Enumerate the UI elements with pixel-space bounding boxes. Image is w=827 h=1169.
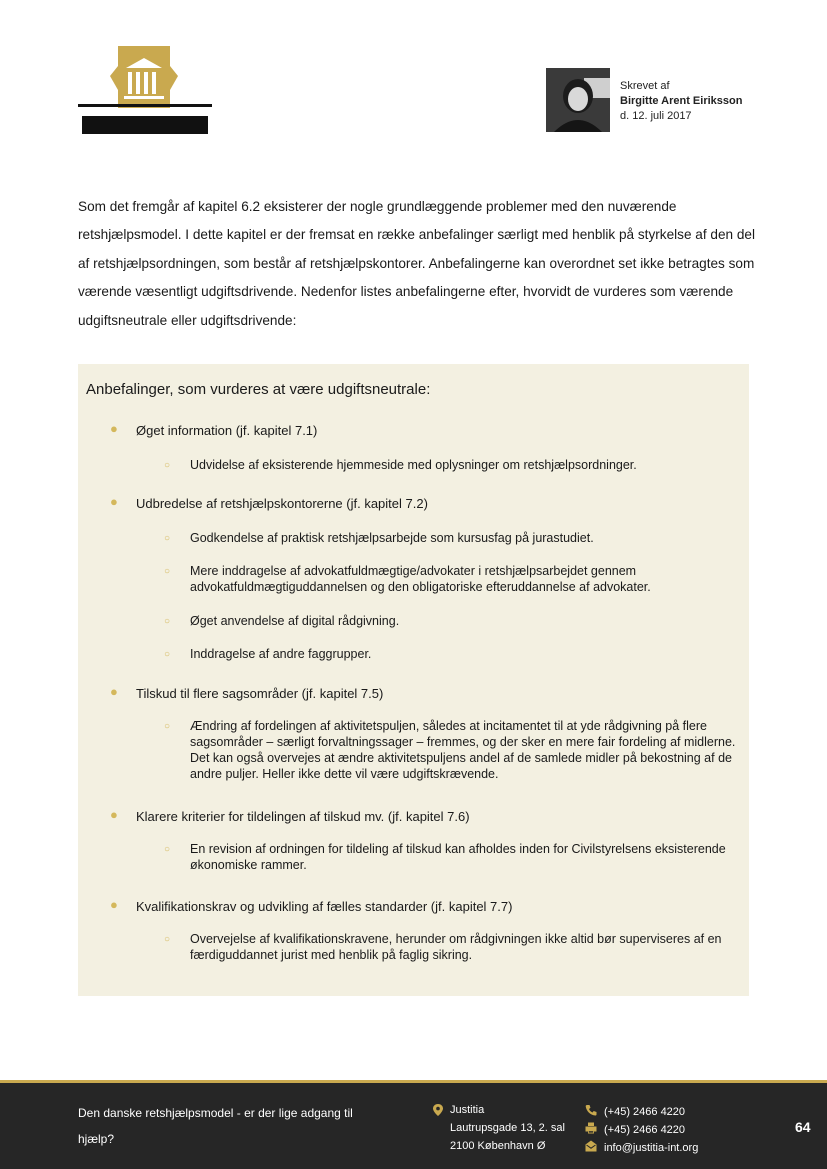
phone-icon: [585, 1104, 597, 1116]
footer-email: info@justitia-int.org: [604, 1142, 699, 1154]
sub-list-item: Øget anvendelse af digital rådgivning.: [190, 614, 400, 628]
list-item: Klarere kriterier for tildelingen af tilskud mv. (jf. kapitel 7.6): [136, 809, 470, 824]
sub-list-item: Ændring af fordelingen af aktivitetspuljen, således at incitamentet til at yde rådgivning på flere sagsområder – særligt forvaltningssager – fremmes, og der sker en mere fair fordeling af midlerne. Det kan også overvejes at ændre aktivitetspuljens andel af de samlede midler på bekostning af de andre puljer. Heller ikke dette vil være udgiftskrævende.: [190, 719, 736, 781]
location-pin-icon: [432, 1104, 444, 1116]
footer-contact: [604, 1103, 698, 1157]
sub-list-item: Inddragelse af andre faggrupper.: [190, 647, 372, 661]
bullet-icon: ●: [110, 494, 118, 509]
footer-phone: (+45) 2466 4220: [604, 1106, 686, 1118]
circle-bullet-icon: ○: [164, 844, 171, 855]
author-name: Birgitte Arent Eiriksson: [620, 95, 743, 107]
footer-org: Justitia: [450, 1104, 485, 1116]
circle-bullet-icon: ○: [164, 566, 171, 577]
page-number: 64: [795, 1119, 811, 1135]
fax-icon: [585, 1122, 597, 1134]
bullet-icon: ●: [110, 897, 118, 912]
circle-bullet-icon: ○: [164, 649, 171, 660]
circle-bullet-icon: ○: [164, 934, 171, 945]
sub-list-item: Godkendelse af praktisk retshjælpsarbejde som kursusfag på jurastudiet.: [190, 531, 594, 545]
sub-list-item: Overvejelse af kvalifikationskravene, herunder om rådgivningen ikke altid bør superviseres af en færdiguddannet jurist med henblik på faglig sikring.: [190, 932, 722, 962]
page-footer: [0, 1083, 827, 1169]
author-label: Skrevet af: [620, 80, 670, 92]
list-item: Øget information (jf. kapitel 7.1): [136, 423, 318, 438]
footer-city: 2100 København Ø: [450, 1140, 546, 1152]
intro-paragraph: Som det fremgår af kapitel 6.2 eksisterer der nogle grundlæggende problemer med den nuværende retshjælpsmodel. I dette kapitel er der fremsat en række anbefalinger særligt med henblik på styrkelse af den del af retshjælpsordningen, som består af retshjælpskontorer. Anbefalingerne kan overordnet set ikke betragtes som værende væsentligt udgiftsdrivende. Nedenfor listes anbefalingerne efter, hvorvidt de vurderes som værende udgiftsneutrale eller udgiftsdrivende:: [78, 199, 756, 328]
list-item: Tilskud til flere sagsområder (jf. kapitel 7.5): [136, 686, 384, 701]
footer-document-title: Den danske retshjælpsmodel - er der lige adgang til hjælp?: [78, 1106, 353, 1146]
bullet-icon: ●: [110, 684, 118, 699]
bullet-icon: ●: [110, 421, 118, 436]
publish-date: d. 12. juli 2017: [620, 110, 692, 122]
footer-street: Lautrupsgade 13, 2. sal: [450, 1122, 565, 1134]
sub-list-item: Mere inddragelse af advokatfuldmægtige/advokater i retshjælpsarbejdet gennem advokatfuldmægtiguddannelsen og den obligatoriske efteruddannelse af advokater.: [190, 564, 651, 594]
circle-bullet-icon: ○: [164, 533, 171, 544]
bullet-icon: ●: [110, 807, 118, 822]
list-item: Udbredelse af retshjælpskontorerne (jf. kapitel 7.2): [136, 496, 428, 511]
circle-bullet-icon: ○: [164, 616, 171, 627]
email-icon: [585, 1140, 597, 1152]
footer-address: [450, 1101, 565, 1155]
circle-bullet-icon: ○: [164, 721, 171, 732]
author-block: [620, 79, 742, 124]
author-photo: [546, 68, 610, 132]
sub-list-item: Udvidelse af eksisterende hjemmeside med oplysninger om retshjælpsordninger.: [190, 458, 637, 472]
justitia-logo: [78, 46, 212, 136]
sub-list-item: En revision af ordningen for tildeling af tilskud kan afholdes inden for Civilstyrelsens eksisterende økonomiske rammer.: [190, 842, 726, 872]
circle-bullet-icon: ○: [164, 460, 171, 471]
box-title: Anbefalinger, som vurderes at være udgiftsneutrale:: [86, 381, 431, 398]
footer-fax: (+45) 2466 4220: [604, 1124, 686, 1136]
list-item: Kvalifikationskrav og udvikling af fælles standarder (jf. kapitel 7.7): [136, 899, 513, 914]
